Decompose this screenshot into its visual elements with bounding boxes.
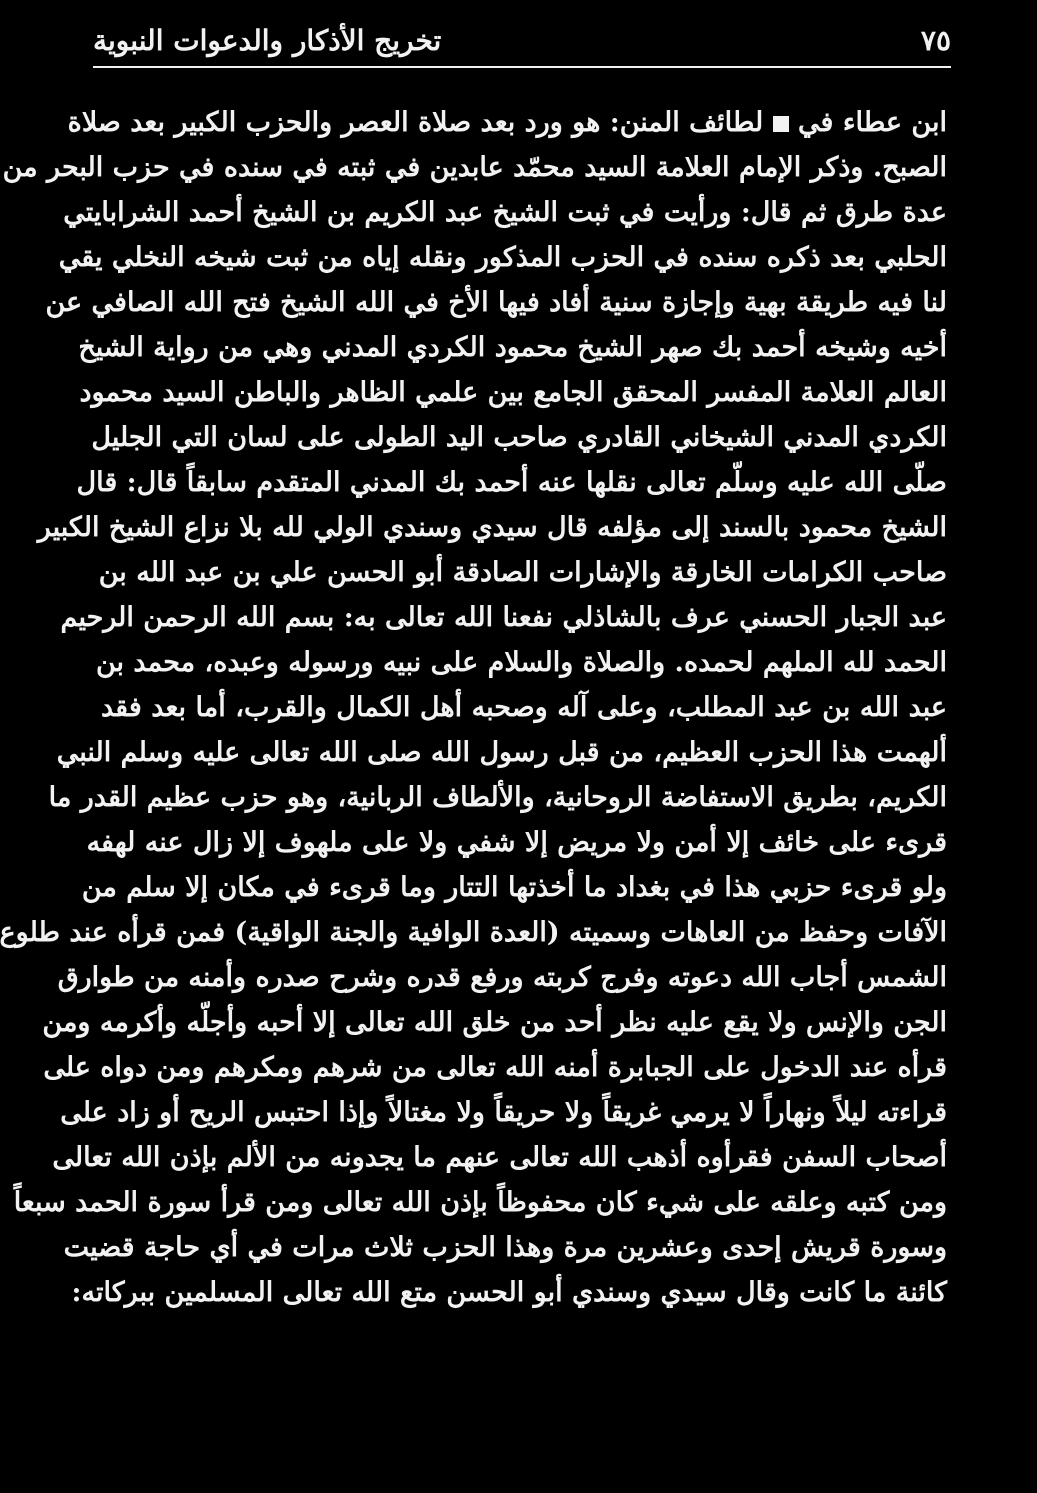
text-line: ولو قرىء حزبي هذا في بغداد ما أخذتها التتار وما قرىء في مكان إلا سلم من — [81, 872, 947, 903]
body-text — [0, 100, 947, 1315]
text-line: صاحب الكرامات الخارقة والإشارات الصادقة أبو الحسن علي بن عبد الله بن — [98, 557, 947, 588]
text-line: العالم العلامة المفسر المحقق الجامع بين علمي الظاهر والباطن السيد محمود — [79, 377, 947, 408]
text-line: أصحاب السفن فقرأوه أذهب الله تعالى عنهم ما يجدونه من الألم بإذن الله تعالى — [52, 1142, 947, 1173]
text-line: ألهمت هذا الحزب العظيم، من قبل رسول الله صلى الله تعالى عليه وسلم النبي — [56, 737, 947, 768]
text-line: الشمس أجاب الله دعوته وفرج كربته ورفع قدره وشرح صدره وأمنه من طوارق — [57, 962, 947, 993]
text-line: الحمد لله الملهم لحمده. والصلاة والسلام على نبيه ورسوله وعبده، محمد بن — [95, 647, 947, 678]
text-line: الشيخ محمود بالسند إلى مؤلفه قال سيدي وسندي الولي لله بلا نزاع الشيخ الكبير — [37, 512, 947, 543]
text-line: وسورة قريش إحدى وعشرين مرة وهذا الحزب ثلاث مرات في أي حاجة قضيت — [63, 1232, 947, 1263]
text-line: الكردي المدني الشيخاني القادري صاحب اليد الطولى على لسان التي الجليل — [91, 422, 947, 453]
text-line: الحلبي بعد ذكره سنده في الحزب المذكور ونقله إياه من ثبت شيخه النخلي يقي — [58, 242, 947, 273]
text-line: الآفات وحفظ من العاهات وسميته (العدة الوافية والجنة الواقية) فمن قرأه عند طلوع — [0, 917, 947, 948]
text-line: الجن والإنس ولا يقع عليه نظر أحد من خلق الله تعالى إلا أحبه وأجلّه وأكرمه ومن — [42, 1007, 947, 1038]
text-line: قراءته ليلاً ونهاراً لا يرمي غريقاً ولا حريقاً ولا مغتالاً وإذا احتبس الريح أو زاد على — [60, 1097, 947, 1128]
header-rule — [93, 66, 951, 68]
text-line: صلّى الله عليه وسلّم تعالى نقلها عنه أحمد بك المدني المتقدم سابقاً قال: قال — [76, 467, 947, 498]
text-line: ومن كتبه وعلقه على شيء كان محفوظاً بإذن الله تعالى ومن قرأ سورة الحمد سبعاً — [13, 1187, 947, 1218]
text-line: كائنة ما كانت وقال سيدي وسندي أبو الحسن متع الله تعالى المسلمين ببركاته: — [71, 1277, 947, 1308]
running-header — [93, 20, 951, 60]
text-line: عدة طرق ثم قال: ورأيت في ثبت الشيخ عبد الكريم بن الشيخ أحمد الشرابايتي — [63, 197, 947, 228]
text-line: أخيه وشيخه أحمد بك صهر الشيخ محمود الكردي المدني وهي من رواية الشيخ — [78, 332, 947, 363]
text-line: الصبح. وذكر الإمام العلامة السيد محمّد عابدين في ثبته في سنده في حزب البحر من — [2, 152, 947, 183]
text-line: قرأه عند الدخول على الجبابرة أمنه الله تعالى من شرهم ومكرهم ومن دواه على — [43, 1052, 947, 1083]
text-line: قرىء على خائف إلا أمن ولا مريض إلا شفي ولا على ملهوف إلا زال عنه لهفه — [86, 827, 947, 858]
square-mark-icon — [773, 116, 789, 132]
running-title: تخريج الأذكار والدعوات النبوية — [93, 23, 442, 57]
text-line: عبد الجبار الحسني عرف بالشاذلي نفعنا الله تعالى به: بسم الله الرحمن الرحيم — [60, 602, 947, 633]
text-line: الكريم، بطريق الاستفاضة الروحانية، والألطاف الربانية، وهو حزب عظيم القدر ما — [48, 782, 947, 813]
page-number: ٧٥ — [920, 23, 951, 57]
text-line: ابن عطاء في لطائف المنن: هو ورد بعد صلاة العصر والحزب الكبير بعد صلاة — [67, 107, 947, 138]
text-line: لنا فيه طريقة بهية وإجازة سنية أفاد فيها الأخ في الله الشيخ فتح الله الصافي عن — [45, 287, 947, 318]
text-line: عبد الله بن عبد المطلب، وعلى آله وصحبه أهل الكمال والقرب، أما بعد فقد — [101, 692, 947, 723]
